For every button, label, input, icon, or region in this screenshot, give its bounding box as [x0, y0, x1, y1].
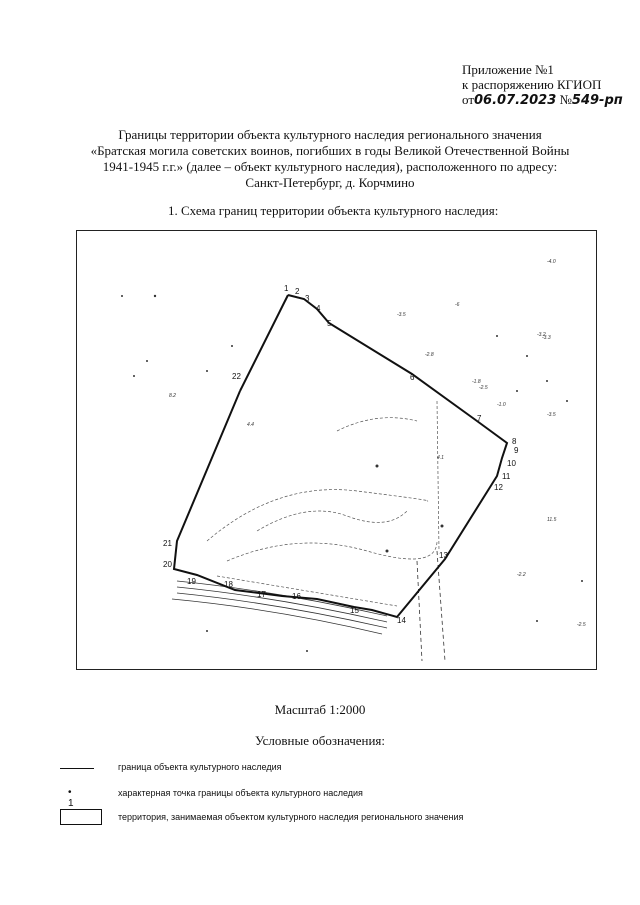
- elevation-mark: -2.5: [479, 385, 488, 391]
- road-lines: [172, 551, 445, 661]
- elevation-mark: 4.4: [247, 422, 254, 428]
- legend-label: территория, занимаемая объектом культурного наследия регионального значения: [118, 812, 464, 822]
- heritage-boundary-line: [174, 295, 507, 617]
- legend-label: граница объекта культурного наследия: [118, 762, 282, 772]
- boundary-point-label: 8: [512, 437, 517, 446]
- appendix-date-number: [462, 92, 623, 108]
- title-line: «Братская могила советских воинов, погибших в годы Великой Отечественной Войны: [90, 143, 570, 158]
- boundary-point-label: 6: [410, 373, 415, 382]
- elevation-mark: 8.2: [169, 393, 176, 399]
- boundary-line-symbol: [60, 768, 94, 769]
- boundary-point-label: 13: [439, 551, 448, 560]
- boundary-point-label: 21: [163, 539, 172, 548]
- map-scale: Масштаб 1:2000: [274, 702, 366, 717]
- elevation-mark: -1.0: [497, 402, 506, 408]
- elevation-mark: -3.5: [397, 312, 406, 318]
- appendix-title: Приложение №1: [462, 62, 554, 77]
- boundary-point-label: 9: [514, 446, 519, 455]
- terrain-contours: [207, 401, 439, 606]
- elevation-mark: 4.1: [437, 455, 444, 461]
- order-date: 06.07.2023: [474, 93, 557, 108]
- appendix-order-ref: к распоряжению КГИОП: [462, 77, 602, 92]
- document-title: [80, 127, 580, 191]
- elevation-mark: -3.5: [547, 412, 556, 418]
- elevation-mark: -3.3: [542, 335, 551, 341]
- boundary-point-label: 20: [163, 560, 172, 569]
- order-number: 549-рп: [571, 93, 623, 108]
- boundary-point-label: 17: [257, 590, 266, 599]
- boundary-point-label: 7: [477, 414, 482, 423]
- date-prefix: от: [462, 92, 475, 107]
- boundary-point-label: 5: [327, 319, 332, 328]
- legend-title: Условные обозначения:: [254, 733, 386, 748]
- title-line: Границы территории объекта культурного наследия регионального значения: [118, 127, 542, 142]
- legend-label: характерная точка границы объекта культурного наследия: [118, 788, 363, 798]
- boundary-point-label: 1: [284, 284, 289, 293]
- boundary-point-label: 3: [305, 294, 310, 303]
- elevation-mark: -4.0: [547, 259, 556, 265]
- boundary-point-label: 10: [507, 459, 516, 468]
- boundary-point-label: 18: [224, 580, 233, 589]
- boundary-point-label: 14: [397, 616, 406, 625]
- point-symbol: • 1: [68, 787, 74, 809]
- number-prefix: №: [559, 92, 572, 107]
- appendix-header: [462, 62, 623, 108]
- boundary-point-label: 16: [292, 592, 301, 601]
- elevation-mark: -2.5: [577, 622, 586, 628]
- elevation-mark: -2.2: [517, 572, 526, 578]
- heritage-boundary-closing: [240, 295, 288, 391]
- elevation-mark: 11.5: [547, 517, 557, 523]
- boundary-point-label: 19: [187, 577, 196, 586]
- section-title: 1. Схема границ территории объекта культурного наследия:: [168, 203, 499, 218]
- boundary-point-label: 15: [350, 606, 359, 615]
- elevation-mark: -1.8: [472, 379, 481, 385]
- title-line: 1941-1945 г.г.» (далее – объект культурного наследия), расположенного по адресу:: [102, 159, 558, 174]
- boundary-point-label: 11: [502, 472, 511, 481]
- map-drawing: [77, 231, 598, 671]
- boundary-point-label: 4: [316, 304, 321, 313]
- territory-box-symbol: [60, 809, 102, 825]
- boundary-point-label: 22: [232, 372, 241, 381]
- title-line: Санкт-Петербург, д. Корчмино: [245, 175, 415, 190]
- elevation-mark: -6: [455, 302, 460, 308]
- elevation-mark: -3.2: [537, 332, 546, 338]
- elevation-mark: -2.8: [425, 352, 434, 358]
- boundary-point-label: 12: [494, 483, 503, 492]
- boundary-map: [76, 230, 597, 670]
- boundary-point-label: 2: [295, 287, 300, 296]
